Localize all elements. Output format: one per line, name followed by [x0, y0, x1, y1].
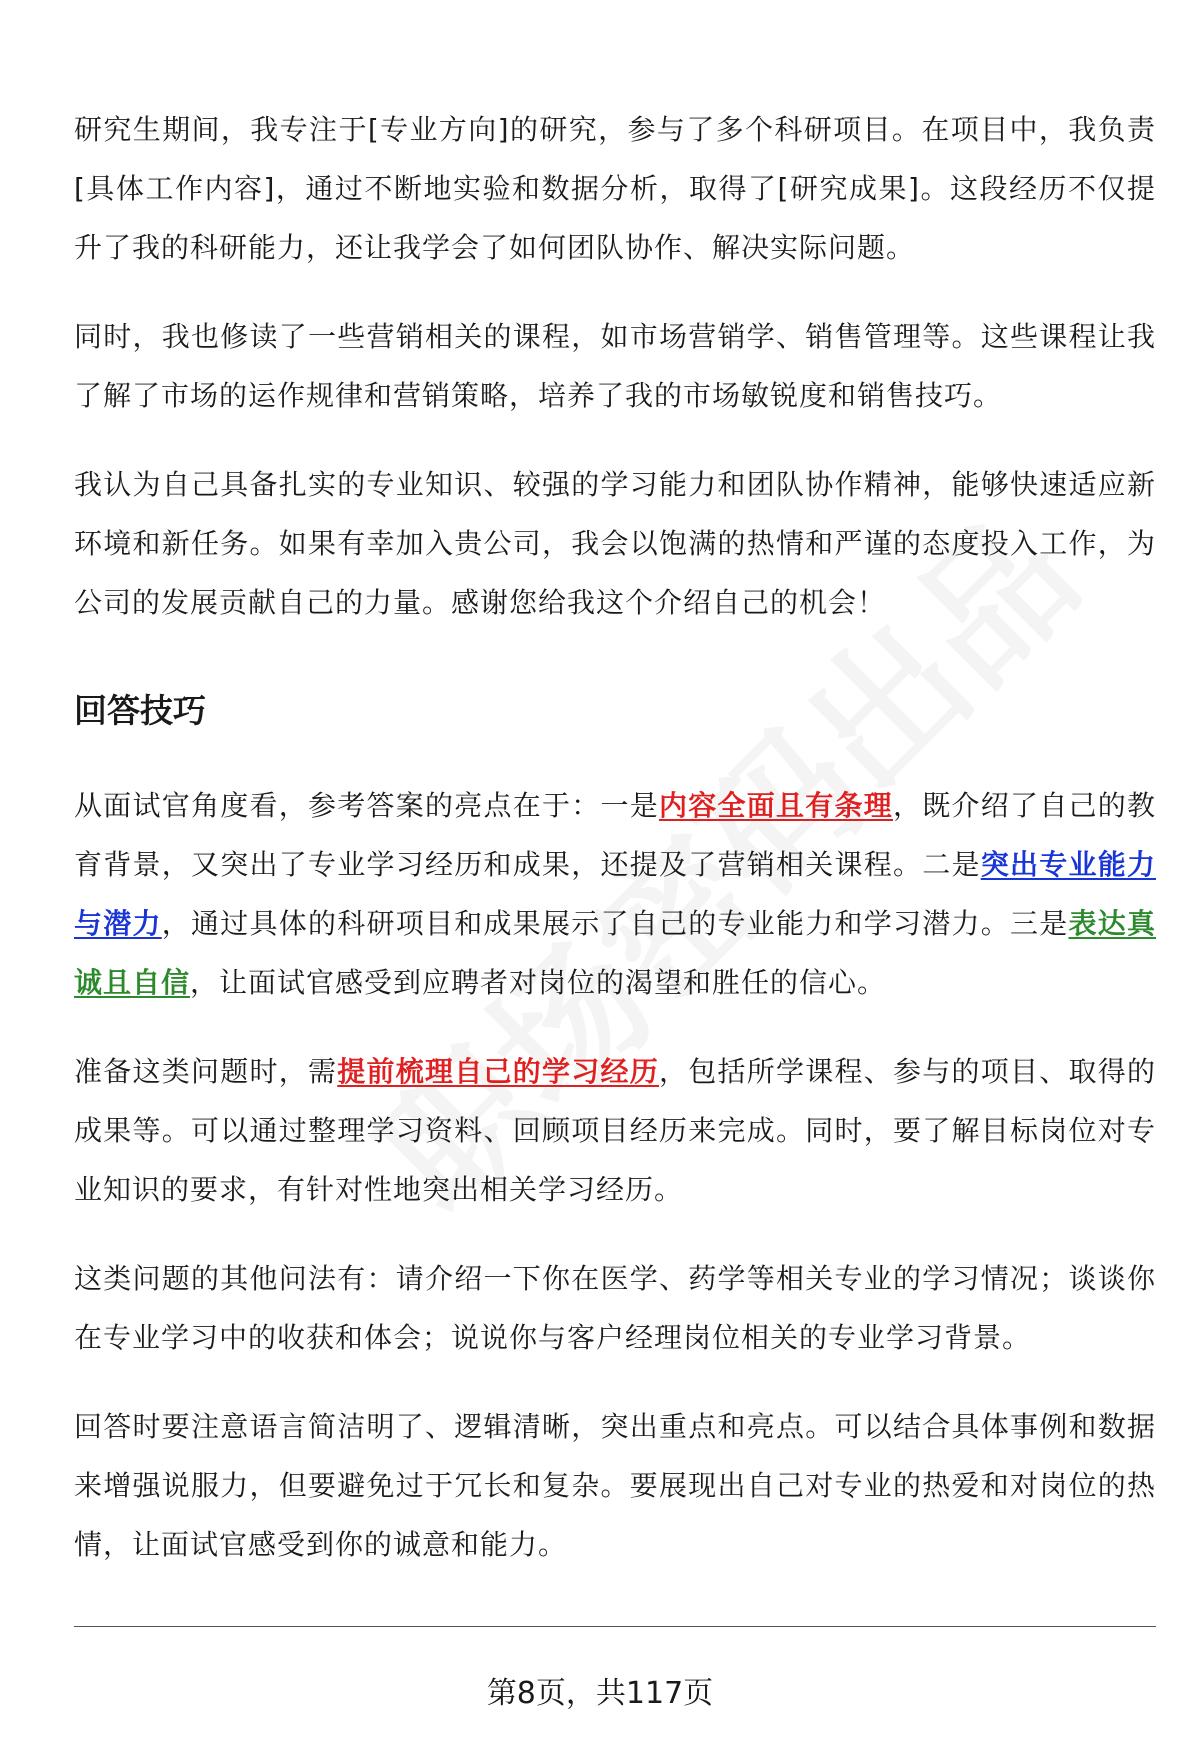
text-segment: 从面试官角度看，参考答案的亮点在于：一是 — [74, 789, 659, 822]
highlight-comprehensive: 内容全面且有条理 — [658, 789, 893, 822]
footer-divider — [74, 1626, 1156, 1627]
text-segment: ，让面试官感受到应聘者对岗位的渴望和胜任的信心。 — [190, 966, 887, 999]
text-segment: ，通过具体的科研项目和成果展示了自己的专业能力和学习潜力。三是 — [161, 907, 1069, 940]
text-segment: ，包括所学课程、参与的项目、取得的成果等。可以通过整理学习资料、回顾项目经历来完成。同时，要了解目标岗位对专业知识的要求，有针对性地突出相关学习经历。 — [74, 1055, 1156, 1206]
paragraph-answer-tips: 回答时要注意语言简洁明了、逻辑清晰，突出重点和亮点。可以结合具体事例和数据来增强说服力，但要避免过于冗长和复杂。要展现出自己对专业的热爱和对岗位的热情，让面试官感受到你的诚意和能力。 — [74, 1410, 1156, 1561]
paragraph-research-experience: 研究生期间，我专注于[专业方向]的研究，参与了多个科研项目。在项目中，我负责[具体工作内容]，通过不断地实验和数据分析，取得了[研究成果]。这段经历不仅提升了我的科研能力，还让我学会了如何团队协作、解决实际问题。 — [74, 113, 1156, 264]
highlight-sincere: 表达真诚且自信 — [74, 907, 1156, 999]
highlight-review-experience: 提前梳理自己的学习经历 — [337, 1055, 659, 1088]
paragraph-preparation — [74, 1042, 1156, 1219]
page-number: 第8页，共117页 — [486, 1676, 714, 1711]
document-body — [74, 100, 1156, 1604]
text-segment: ，既介绍了自己的教育背景，又突出了专业学习经历和成果，还提及了营销相关课程。二是 — [74, 789, 1156, 881]
paragraph-marketing-courses: 同时，我也修读了一些营销相关的课程，如市场营销学、销售管理等。这些课程让我了解了市场的运作规律和营销策略，培养了我的市场敏锐度和销售技巧。 — [74, 320, 1156, 412]
paragraph-self-assessment: 我认为自己具备扎实的专业知识、较强的学习能力和团队协作精神，能够快速适应新环境和新任务。如果有幸加入贵公司，我会以饱满的热情和严谨的态度投入工作，为公司的发展贡献自己的力量。感谢您给我这个介绍自己的机会！ — [74, 468, 1156, 619]
paragraph-highlights — [74, 776, 1156, 1012]
paragraph-alternative-questions: 这类问题的其他问法有：请介绍一下你在医学、药学等相关专业的学习情况；谈谈你在专业学习中的收获和体会；说说你与客户经理岗位相关的专业学习背景。 — [74, 1262, 1156, 1354]
highlight-ability: 突出专业能力与潜力 — [74, 848, 1156, 940]
section-heading: 回答技巧 — [74, 691, 206, 730]
text-segment: 准备这类问题时，需 — [74, 1055, 338, 1088]
